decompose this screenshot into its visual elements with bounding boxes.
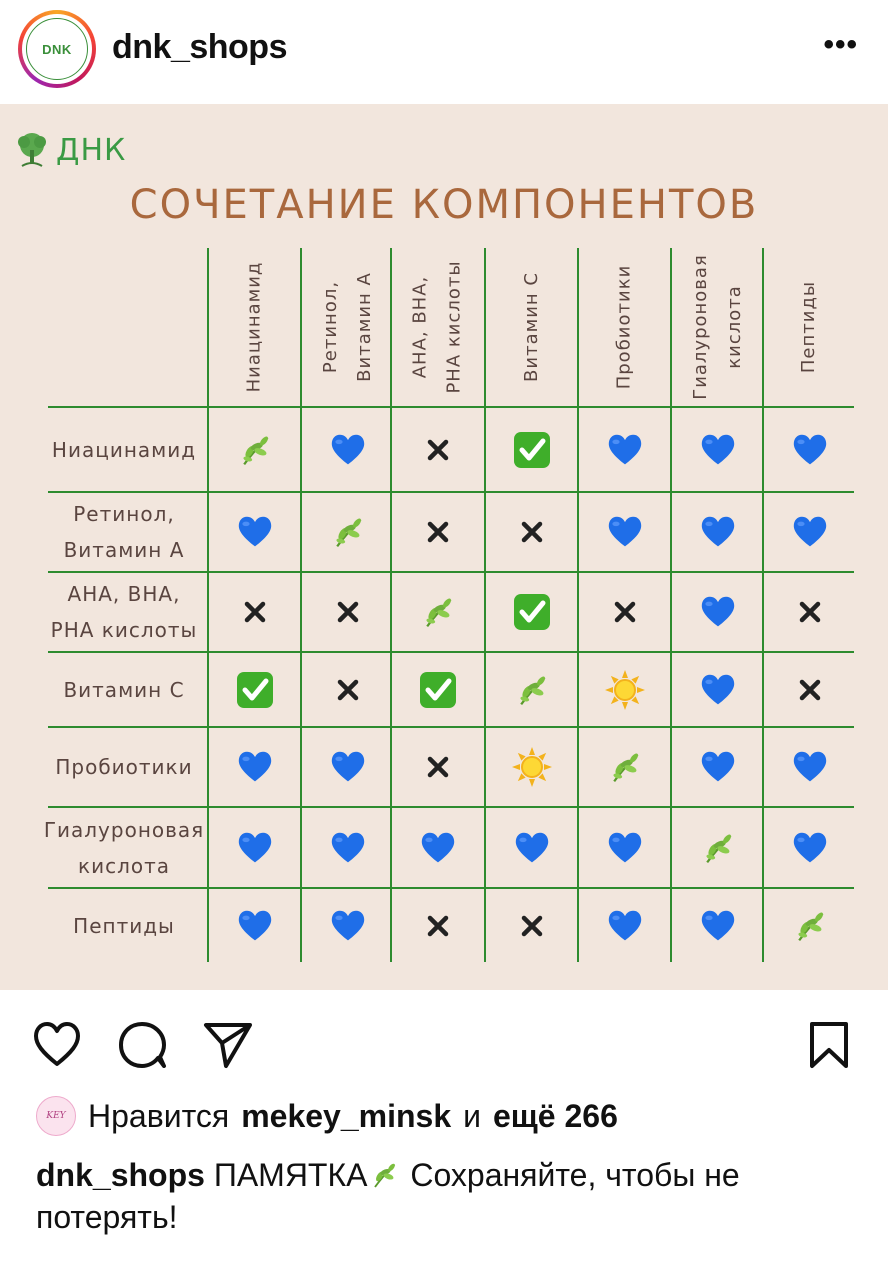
check-mark-icon: [510, 428, 554, 472]
caption-text-before: ПАМЯТКА: [213, 1157, 368, 1193]
blue-heart-icon: [788, 826, 832, 870]
cross-mark-icon: [510, 510, 554, 554]
likes-prefix: Нравится: [88, 1097, 230, 1134]
column-header-label: Пробиотики: [613, 264, 635, 390]
username-link[interactable]: dnk_shops: [112, 28, 287, 66]
post-caption: [36, 1154, 856, 1238]
blue-heart-icon: [603, 510, 647, 554]
blue-heart-icon: [510, 826, 554, 870]
blue-heart-icon: [326, 428, 370, 472]
blue-heart-icon: [233, 745, 277, 789]
column-header-label: Витамин С: [520, 272, 542, 382]
likes-middle: и: [463, 1097, 481, 1134]
row-header: Гиалуроновая кислота: [43, 817, 205, 878]
liker-avatar[interactable]: KEY: [36, 1096, 76, 1136]
row-header: Пробиотики: [55, 755, 193, 779]
send-icon[interactable]: [202, 1020, 254, 1070]
column-header-label: Пептиды: [798, 280, 820, 374]
leaf-icon: [416, 590, 460, 634]
column-header: [302, 248, 393, 406]
row-header: Ретинол, Витамин А: [63, 502, 185, 562]
leaf-icon: [233, 428, 277, 472]
sun-icon: [510, 745, 554, 789]
leaf-icon: [510, 668, 554, 712]
cross-mark-icon: [416, 904, 460, 948]
column-header-label: АНА, ВНА, РНА кислоты: [409, 260, 465, 394]
profile-avatar[interactable]: [18, 10, 96, 88]
leaf-icon: [788, 904, 832, 948]
cross-mark-icon: [233, 590, 277, 634]
blue-heart-icon: [696, 904, 740, 948]
avatar-logo: DNK: [26, 18, 88, 80]
cross-mark-icon: [416, 510, 460, 554]
blue-heart-icon: [326, 904, 370, 948]
caption-text-after: Сохраняйте, чтобы не потерять!: [36, 1157, 740, 1235]
leaf-icon: [696, 826, 740, 870]
cross-mark-icon: [603, 590, 647, 634]
blue-heart-icon: [788, 428, 832, 472]
blue-heart-icon: [233, 904, 277, 948]
cross-mark-icon: [326, 668, 370, 712]
blue-heart-icon: [696, 510, 740, 554]
likes-line: [36, 1096, 618, 1136]
cross-mark-icon: [326, 590, 370, 634]
column-header: [579, 248, 670, 406]
blue-heart-icon: [326, 745, 370, 789]
row-header: Витамин С: [63, 677, 185, 702]
chart-title: СОЧЕТАНИЕ КОМПОНЕНТОВ: [129, 182, 759, 228]
heart-outline-icon[interactable]: [32, 1020, 82, 1070]
action-bar: [0, 1010, 888, 1080]
blue-heart-icon: [326, 826, 370, 870]
check-mark-icon: [233, 668, 277, 712]
blue-heart-icon: [696, 428, 740, 472]
cross-mark-icon: [510, 904, 554, 948]
leaf-icon: [367, 1160, 401, 1190]
cross-mark-icon: [788, 590, 832, 634]
caption-username[interactable]: dnk_shops: [36, 1157, 205, 1193]
column-header: [672, 248, 763, 406]
row-header: АНА, ВНА, РНА кислоты: [50, 582, 198, 642]
blue-heart-icon: [416, 826, 460, 870]
avatar-inner-wrap: [22, 14, 92, 84]
column-header-label: Ретинол, Витамин А: [319, 272, 375, 382]
liker-username[interactable]: mekey_minsk: [241, 1097, 452, 1134]
leaf-icon: [326, 510, 370, 554]
column-header: [209, 248, 300, 406]
row-header: Ниацинамид: [51, 437, 197, 462]
check-mark-icon: [510, 590, 554, 634]
comment-icon[interactable]: [118, 1020, 168, 1070]
blue-heart-icon: [233, 510, 277, 554]
cross-mark-icon: [416, 428, 460, 472]
cross-mark-icon: [416, 745, 460, 789]
blue-heart-icon: [233, 826, 277, 870]
check-mark-icon: [416, 668, 460, 712]
column-header: [764, 248, 855, 406]
column-header-label: Ниацинамид: [243, 261, 265, 393]
sun-icon: [603, 668, 647, 712]
row-header: Пептиды: [73, 913, 175, 938]
post-header: [0, 0, 888, 100]
brand-name: ДНК: [56, 132, 127, 168]
blue-heart-icon: [603, 428, 647, 472]
blue-heart-icon: [788, 745, 832, 789]
cross-mark-icon: [788, 668, 832, 712]
blue-heart-icon: [788, 510, 832, 554]
column-header-label: Гиалуроновая кислота: [689, 254, 745, 400]
more-options-button[interactable]: •••: [823, 28, 858, 61]
blue-heart-icon: [603, 904, 647, 948]
blue-heart-icon: [696, 745, 740, 789]
leaf-icon: [603, 745, 647, 789]
column-header: [486, 248, 577, 406]
compatibility-table: [0, 104, 888, 990]
column-header: [392, 248, 483, 406]
bookmark-icon[interactable]: [808, 1020, 850, 1070]
likes-count[interactable]: ещё 266: [493, 1097, 618, 1134]
blue-heart-icon: [603, 826, 647, 870]
blue-heart-icon: [696, 590, 740, 634]
blue-heart-icon: [696, 668, 740, 712]
post-image[interactable]: [0, 104, 888, 990]
